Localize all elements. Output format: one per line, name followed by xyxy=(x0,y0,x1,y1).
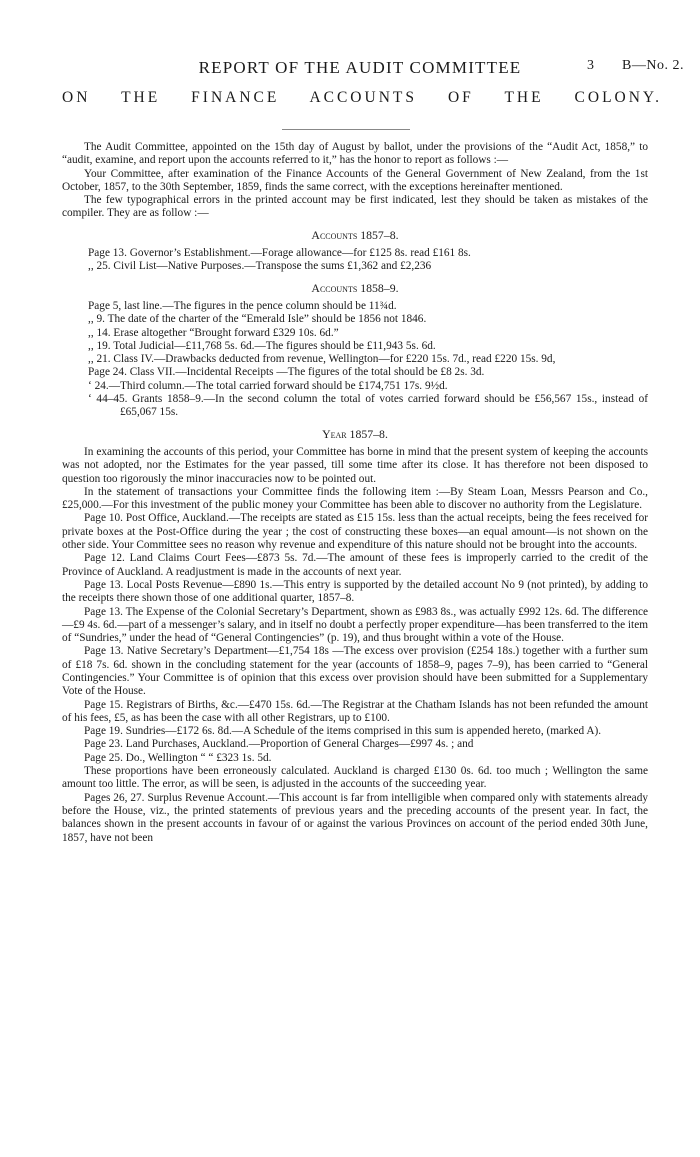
report-title: REPORT OF THE AUDIT COMMITTEE xyxy=(198,58,522,77)
report-subtitle: ON THE FINANCE ACCOUNTS OF THE COLONY. xyxy=(62,89,662,106)
errata-item: ,, 9. The date of the charter of the “Emerald Isle” should be 1856 not 1846. xyxy=(88,313,427,326)
body-paragraph: Page 23. Land Purchases, Auckland.—Proportion of General Charges—£997 4s. ; and xyxy=(84,738,474,751)
errata-item: ,, 19. Total Judicial—£11,768 5s. 6d.—The figures should be £11,943 5s. 6d. xyxy=(88,339,436,352)
body-paragraph: Page 19. Sundries—£172 6s. 8d.—A Schedule of the items comprised in this sum is appended hereto, (marked A). xyxy=(84,725,602,738)
divider-rule xyxy=(282,129,410,130)
body-paragraph: These proportions have been erroneously calculated. Auckland is charged £130 0s. 6d. too much ; Wellington the same amount too little. The error, as will be seen, is adjusted in the accounts of the succeeding year. xyxy=(62,765,648,791)
errata-item: ‘ 44–45. Grants 1858–9.—In the second column the total of votes carried forward should be £56,567 15s., instead of £65,067 15s. xyxy=(88,393,648,419)
body-paragraph: Page 15. Registrars of Births, &c.—£470 15s. 6d.—The Registrar at the Chatham Islands has not been refunded the amount of his fees, £5, as has been the case with all other Registrars, up to £100. xyxy=(62,698,648,724)
errata-item: Page 13. Governor’s Establishment.—Forage allowance—for £125 8s. read £161 8s. xyxy=(88,247,471,260)
section-heading-accounts-1858: Accounts 1858–9. xyxy=(311,280,399,295)
section-heading-year-1857: Year 1857–8. xyxy=(322,426,388,441)
body-paragraph: Page 13. Local Posts Revenue—£890 1s.—This entry is supported by the detailed account No 9 (not printed), by adding to the receipts there shown those of one additional quarter, 1857–8. xyxy=(62,578,648,605)
intro-paragraph: The Audit Committee, appointed on the 15th day of August by ballot, under the provisions of the “Audit Act, 1858,” to “audit, examine, and report upon the accounts referred to it,” has the honor to report as follows :— xyxy=(62,141,648,167)
intro-paragraph: Your Committee, after examination of the Finance Accounts of the General Government of New Zealand, from the 1st October, 1857, to the 30th September, 1859, finds the same correct, with the exceptions hereinafter mentioned. xyxy=(62,167,648,193)
intro-paragraph: The few typographical errors in the printed account may be first indicated, lest they should be taken as mistakes of the compiler. They are as follow :— xyxy=(62,194,648,220)
body-paragraph: Page 13. The Expense of the Colonial Secretary’s Department, shown as £983 8s., was actually £992 12s. 6d. The difference—£9 4s. 6d.—part of a messenger’s salary, and in itself no doubt a perfectly proper expenditure—has been transferred to the item of “Sundries,” under the head of “General Contingencies” (p. 19), and thus brought within a vote of the House. xyxy=(62,605,648,645)
body-paragraph: Pages 26, 27. Surplus Revenue Account.—This account is far from intelligible when compared only with statements already before the House, viz., the printed statements of previous years and the preceding accounts of the present year. In fact, the balances shown in the present accounts in favour of or against the various Provinces on account of the period ended 30th June, 1857, have not been xyxy=(62,791,648,844)
document-code: B—No. 2. xyxy=(622,58,684,73)
body-paragraph: Page 12. Land Claims Court Fees—£873 5s. 7d.—The amount of these fees is improperly carried to the credit of the Province of Auckland. A readjustment is made in the accounts of next year. xyxy=(62,552,648,578)
errata-list-1857 xyxy=(62,247,648,274)
body-paragraph: In examining the accounts of this period, your Committee has borne in mind that the present system of keeping the accounts was not adopted, nor the Estimates for the year passed, till some time after its close. It has therefore not been disposed to question too rigorously the minor inaccuracies now to be pointed out. xyxy=(62,445,648,485)
errata-list-1858 xyxy=(62,300,648,420)
errata-item: Page 24. Class VII.—Incidental Receipts —The figures of the total should be £8 2s. 3d. xyxy=(88,366,485,379)
body-paragraph: Page 25. Do., Wellington “ “ £323 1s. 5d. xyxy=(84,751,272,764)
section-heading-accounts-1857: Accounts 1857–8. xyxy=(311,227,399,242)
errata-item: ,, 25. Civil List—Native Purposes.—Transpose the sums £1,362 and £2,236 xyxy=(88,260,432,273)
body-paragraph: Page 10. Post Office, Auckland.—The receipts are stated as £15 15s. less than the actual receipts, being the fees received for private boxes at the Post-Office during the year ; the cost of constructing these boxes—an equal amount—is not shown on the other side. Your Committee sees no reason why revenue and expenditure of this nature should not be brought into the accounts. xyxy=(62,512,648,552)
body-paragraph: In the statement of transactions your Committee finds the following item :—By Steam Loan, Messrs Pearson and Co., £25,000.—For this investment of the public money your Committee has been able to discover no authority from the Legislature. xyxy=(62,485,648,512)
errata-item: ‘ 24.—Third column.—The total carried forward should be £174,751 17s. 9½d. xyxy=(88,379,448,392)
errata-item: ,, 14. Erase altogether “Brought forward £329 10s. 6d.” xyxy=(88,326,339,339)
page-number: 3 xyxy=(587,58,594,73)
report-body xyxy=(62,141,648,845)
errata-item: ,, 21. Class IV.—Drawbacks deducted from revenue, Wellington—for £220 15s. 7d., read £220 15s. 9d, xyxy=(88,353,556,366)
errata-item: Page 5, last line.—The figures in the pence column should be 11¾d. xyxy=(88,299,397,312)
body-paragraph: Page 13. Native Secretary’s Department—£1,754 18s —The excess over provision (£254 18s.) together with a further sum of £18 7s. 6d. shown in the concluding statement for the year (accounts of 1858–9, pages 7–9), has been carried to “General Contingencies.” Your Committee is of opinion that this excess over provision should have been submitted for a Supplementary Vote of the House. xyxy=(62,645,648,698)
